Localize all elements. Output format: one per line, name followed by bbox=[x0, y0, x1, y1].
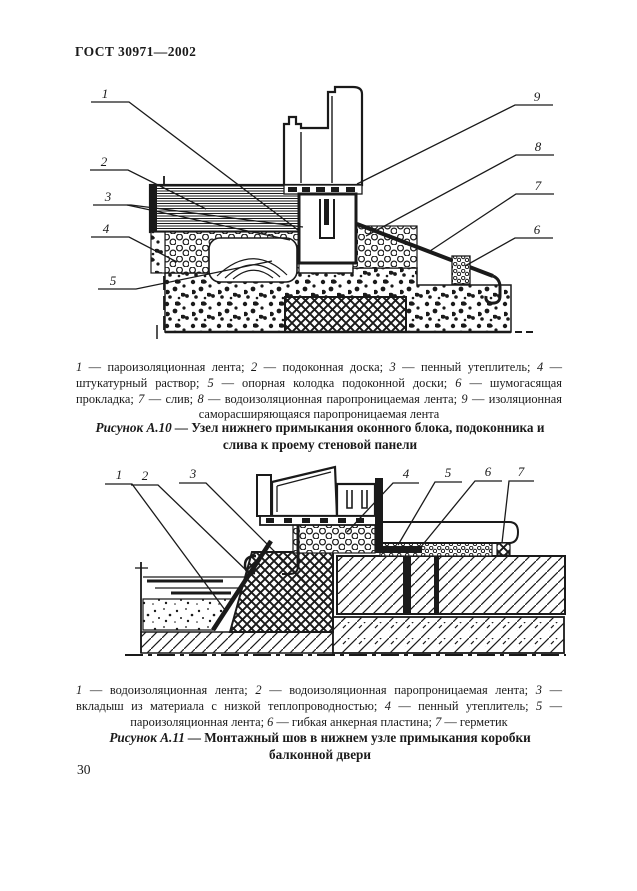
figure-a10-title-text: — Узел нижнего примыкания оконного блока, подоконника и слива к проему стеновой панели bbox=[174, 420, 545, 452]
legend-item-number: 6 bbox=[267, 714, 274, 729]
callout-8-label: 8 bbox=[534, 139, 542, 154]
callout-3-label: 3 bbox=[189, 466, 197, 481]
legend-item-number: 1 bbox=[76, 683, 83, 698]
floor-slab-left bbox=[141, 632, 333, 653]
insulation-crosshatch-block bbox=[285, 297, 406, 332]
figure-a10-diagram bbox=[85, 80, 575, 345]
foam-under-door-frame bbox=[293, 525, 375, 553]
page-number: 30 bbox=[77, 762, 91, 777]
callout-6-label: 6 bbox=[484, 464, 492, 479]
legend-item-number: 4 bbox=[536, 360, 544, 375]
callout-7-label: 7 bbox=[517, 464, 525, 479]
wall-panel-blocks bbox=[337, 556, 565, 614]
sill-support-block bbox=[209, 238, 297, 282]
figure-a10-legend: 1 — пароизоляционная лента; 2 — подоконная доска; 3 — пенный утеплитель; 4 — штукатурный раствор; 5 — опорная колодка подоконной доски; 6 — шумогасящая прокладка; 7 — слив; 8 — водоизоляционная паропроницаемая лента; 9 — изоляционная саморасширяющаяся паропроницаемая лента bbox=[76, 360, 562, 422]
window-box-section bbox=[299, 194, 356, 263]
legend-item-number: 9 bbox=[461, 391, 468, 406]
callout-5-label: 5 bbox=[444, 465, 452, 480]
legend-item-number: 3 bbox=[535, 683, 542, 698]
callout-5-label: 5 bbox=[109, 273, 117, 288]
figure-a11-title-text: — Монтажный шов в нижнем узле примыкания коробки балконной двери bbox=[187, 730, 531, 762]
legend-item-number: 6 bbox=[455, 375, 462, 390]
figure-a11-title bbox=[84, 729, 556, 763]
figure-a10-title bbox=[84, 419, 556, 453]
legend-item-number: 7 bbox=[435, 714, 442, 729]
callout-2-label: 2 bbox=[100, 154, 108, 169]
legend-item-number: 7 bbox=[138, 391, 145, 406]
callout-1-label: 1 bbox=[115, 467, 123, 482]
figure-a10-title-label: Рисунок А.10 bbox=[95, 420, 172, 435]
legend-item-number: 5 bbox=[536, 698, 543, 713]
figure-a11-title-label: Рисунок А.11 bbox=[109, 730, 185, 745]
callout-2-label: 2 bbox=[141, 468, 149, 483]
figure-a11-diagram bbox=[85, 462, 575, 667]
figure-a11-legend: 1 — водоизоляционная лента; 2 — водоизоляционная паропроницаемая лента; 3 — вкладыш из материала с низкой теплопроводностью; 4 — пенный утеплитель; 5 — пароизоляционная лента; 6 — гибкая анкерная пластина; 7 — герметик bbox=[76, 683, 562, 729]
sealant-block bbox=[497, 543, 510, 555]
callout-7-label: 7 bbox=[534, 178, 542, 193]
callout-4-label: 4 bbox=[402, 466, 410, 481]
legend-item-number: 4 bbox=[384, 698, 391, 713]
callout-1-label: 1 bbox=[101, 86, 109, 101]
legend-item-number: 5 bbox=[207, 375, 214, 390]
callout-6-label: 6 bbox=[533, 222, 541, 237]
document-standard-number: ГОСТ 30971—2002 bbox=[75, 44, 197, 59]
legend-item-number: 2 bbox=[251, 360, 258, 375]
floor-membrane-layers bbox=[143, 577, 245, 593]
legend-item-number: 1 bbox=[76, 360, 83, 375]
callout-9-label: 9 bbox=[533, 89, 541, 104]
legend-item-number: 8 bbox=[197, 391, 204, 406]
wall-base-band bbox=[333, 617, 564, 653]
callout-4-label: 4 bbox=[102, 221, 110, 236]
noise-damping-pad bbox=[452, 256, 470, 284]
window-frame-profile bbox=[284, 87, 362, 185]
legend-item-number: 2 bbox=[255, 683, 262, 698]
legend-item-number: 3 bbox=[389, 360, 396, 375]
callout-3-label: 3 bbox=[104, 189, 112, 204]
